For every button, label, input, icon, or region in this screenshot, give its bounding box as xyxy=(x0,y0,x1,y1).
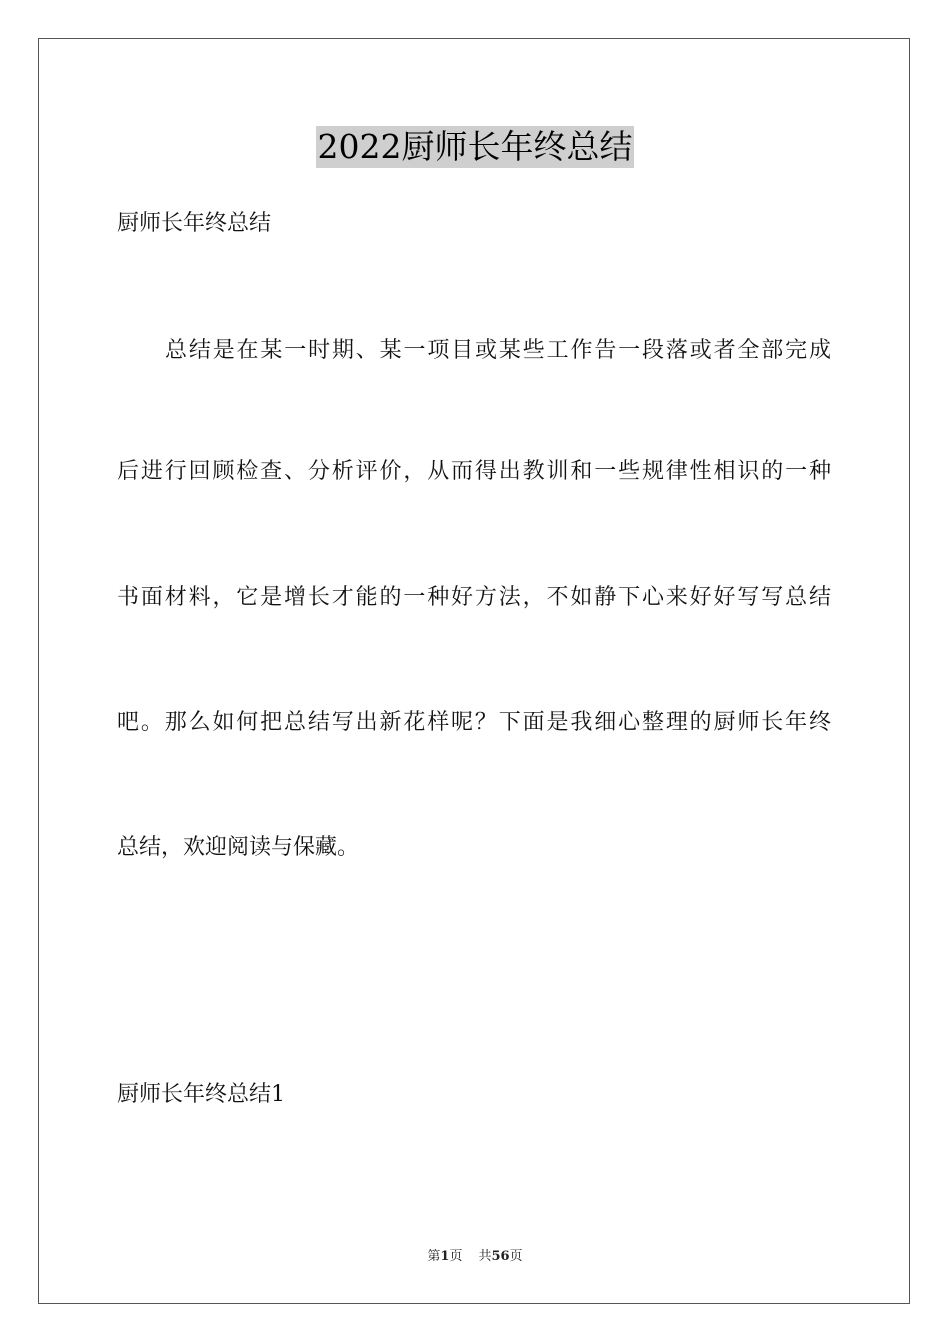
total-prefix: 共 xyxy=(478,1249,492,1264)
page-prefix: 第 xyxy=(427,1249,441,1264)
section-heading: 厨师长年终总结1 xyxy=(117,1082,285,1107)
document-subtitle: 厨师长年终总结 xyxy=(117,211,272,236)
intro-line-1: 总结是在某一时期、某一项目或某些工作告一段落或者全部完成 xyxy=(165,338,831,363)
total-pages: 56 xyxy=(491,1249,510,1264)
page-number: 1 xyxy=(440,1249,450,1264)
total-suffix: 页 xyxy=(509,1249,523,1264)
intro-line-3: 书面材料，它是增长才能的一种好方法，不如静下心来好好写写总结 xyxy=(117,585,831,610)
page-suffix: 页 xyxy=(449,1249,463,1264)
intro-line-5: 总结，欢迎阅读与保藏。 xyxy=(117,835,360,860)
page-footer xyxy=(0,1248,950,1266)
title-container xyxy=(0,126,950,168)
intro-line-4: 吧。那么如何把总结写出新花样呢？下面是我细心整理的厨师长年终 xyxy=(117,710,831,735)
document-title: 2022厨师长年终总结 xyxy=(317,127,633,166)
intro-line-2: 后进行回顾检查、分析评价，从而得出教训和一些规律性相识的一种 xyxy=(117,459,831,484)
